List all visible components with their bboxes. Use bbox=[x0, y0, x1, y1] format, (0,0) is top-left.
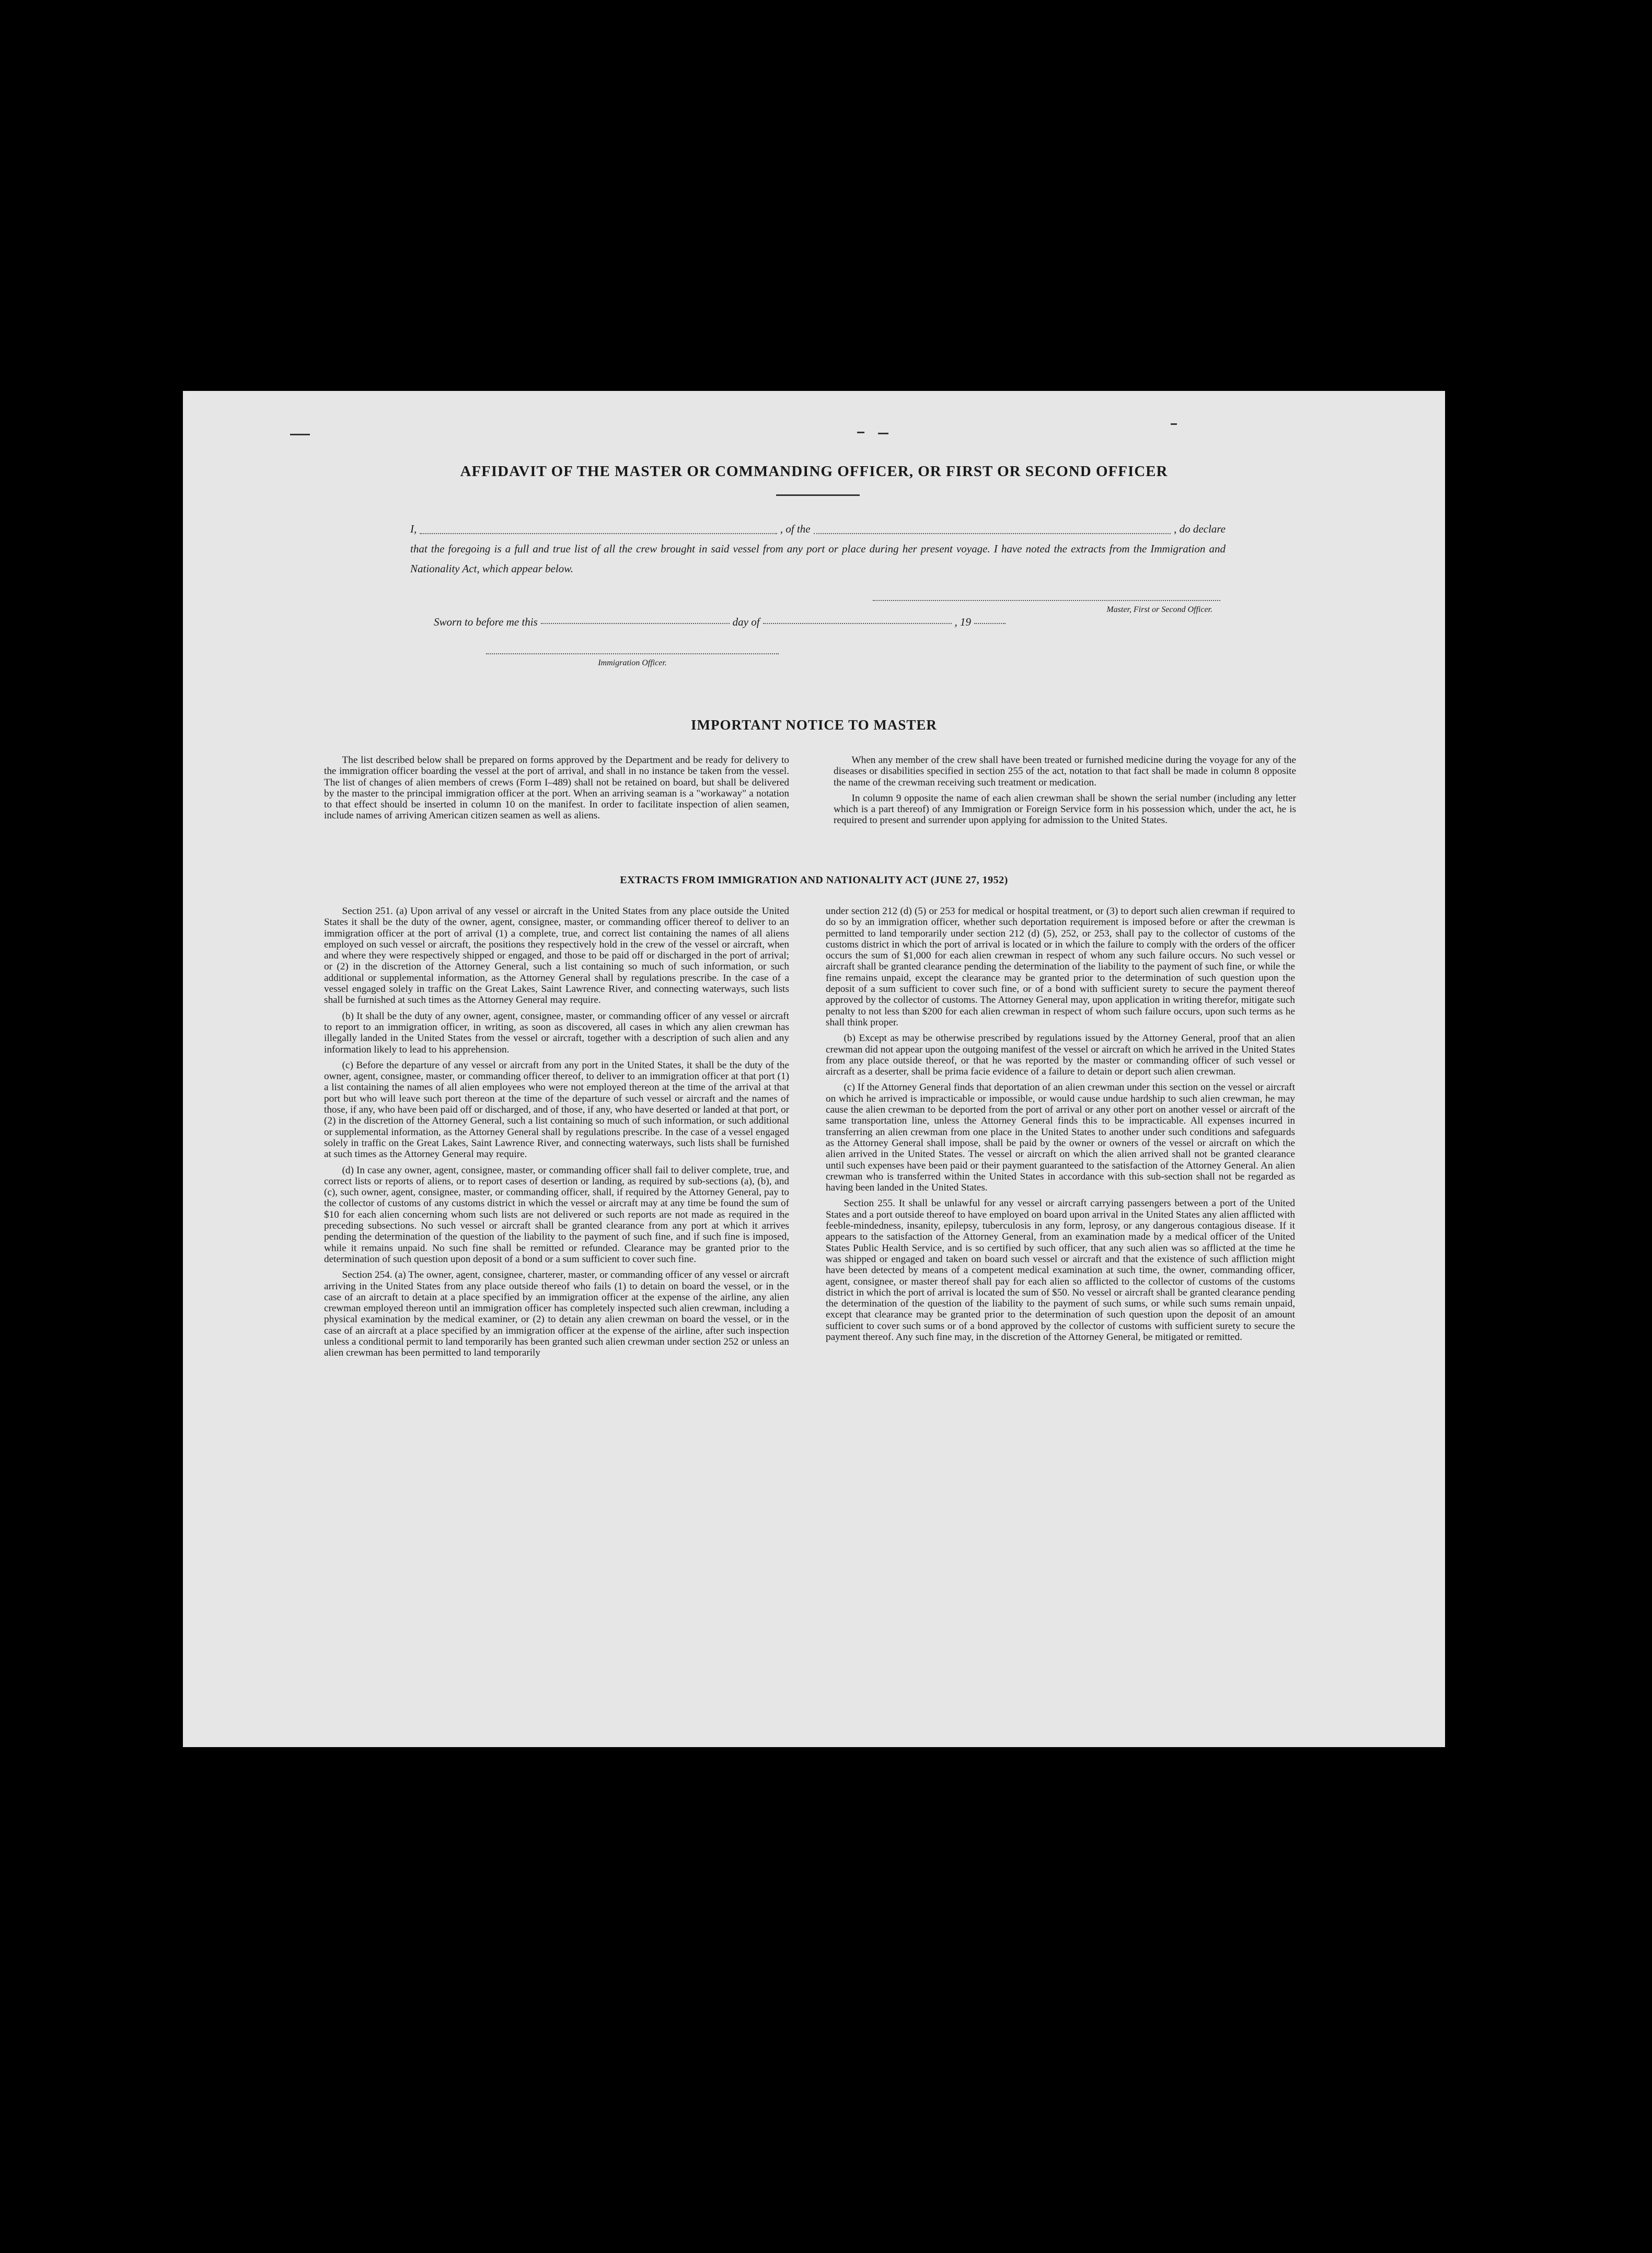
extracts-right-column bbox=[826, 906, 1295, 1347]
extract-paragraph: Section 255. It shall be unlawful for any vessel or aircraft carrying passengers between a port of the United States and a port outside thereof to have employed on board upon arrival in the United States any alien afflicted with feeble-mindedness, insanity, epilepsy, tuberculosis in any form, leprosy, or any dangerous contagious disease. If it appears to the satisfaction of the Attorney General, from an examination made by a medical officer of the United States Public Health Service, and is so certified by such officer, that any such alien was so afflicted at the time he was shipped or engaged and taken on board such vessel or aircraft and that the existence of such affliction might have been detected by means of a competent medical examination at such time, the owner, commanding officer, agent, consignee, or master thereof shall pay for each alien so afflicted to the collector of customs of the customs district in which the port of arrival is located the sum of $50. No vessel or aircraft shall be granted clearance pending the determination of the question of the liability to the payment of such sums, or while such sums remain unpaid, except that clearance may be granted prior to the determination of such question upon the deposit of an amount sufficient to cover such sums or of a bond approved by the collector of customs with sufficient surety to secure the payment thereof. Any such fine may, in the discretion of the Attorney General, be mitigated or remitted. bbox=[826, 1198, 1295, 1343]
master-signature-caption: Master, First or Second Officer. bbox=[1106, 605, 1212, 614]
notice-paragraph: In column 9 opposite the name of each alien crewman shall be shown the serial number (including any letter which is a part thereof) of any Immigration or Foreign Service form in his possession which, under the act, he is required to present and surrender upon applying for admission to the United States. bbox=[834, 792, 1296, 826]
sworn-day-blank[interactable] bbox=[541, 623, 730, 624]
sworn-year: , 19 bbox=[954, 616, 971, 628]
sworn-line bbox=[434, 616, 1009, 629]
affidavit-statement: that the foregoing is a full and true list of all the crew brought in said vessel from any port or place during her present voyage. I have noted the extracts from the Immigration and Nationality Act, which appear below. bbox=[410, 542, 1226, 575]
extract-paragraph: under section 212 (d) (5) or 253 for medical or hospital treatment, or (3) to deport such alien crewman if required to do so by an immigration officer, whether such deportation requirement is imposed before or after the crewman is permitted to land temporarily under section 212 (d) (5), 252, or 253, shall pay to the collector of customs of the customs district in which the port of arrival is located or in which the failure to comply with the orders of the officer occurs the sum of $1,000 for each alien crewman in respect of whom any such failure occurs. No such vessel or aircraft shall be granted clearance pending the determination of the liability to the payment of such fine, or while the fine remains unpaid, except the clearance may be granted prior to the determination of such question upon the deposit of a sum sufficient to cover such fine, or of a bond with sufficient surety to secure the payment thereof approved by the collector of customs. The Attorney General may, upon application in writing therefor, mitigate such penalty to not less than $200 for each alien crewman in respect of whom such failure occurs, upon such terms as he shall think proper. bbox=[826, 906, 1295, 1028]
notice-paragraph: When any member of the crew shall have been treated or furnished medicine during the voyage for any of the diseases or disabilities specified in section 255 of the act, notation to that fact shall be made in column 8 opposite the name of the crewman receiving such treatment or medication. bbox=[834, 755, 1296, 788]
scan-speck bbox=[1171, 423, 1177, 425]
punch-hole bbox=[1598, 1939, 1620, 1961]
immigration-officer-caption: Immigration Officer. bbox=[598, 658, 667, 667]
name-blank[interactable] bbox=[420, 533, 777, 534]
title-rule bbox=[776, 494, 860, 496]
affidavit-declaration bbox=[410, 519, 1226, 579]
affidavit-of-the: , of the bbox=[780, 523, 811, 535]
extracts-title: EXTRACTS FROM IMMIGRATION AND NATIONALITY ACT (JUNE 27, 1952) bbox=[620, 874, 1008, 886]
vessel-blank[interactable] bbox=[814, 533, 1171, 534]
immigration-officer-signature-line[interactable] bbox=[486, 653, 779, 654]
sworn-month-blank[interactable] bbox=[763, 623, 952, 624]
notice-right-column bbox=[834, 755, 1296, 831]
scan-speck bbox=[878, 433, 888, 434]
notice-title: IMPORTANT NOTICE TO MASTER bbox=[691, 717, 937, 733]
extract-paragraph: Section 251. (a) Upon arrival of any vessel or aircraft in the United States from any place outside the United States it shall be the duty of the owner, agent, consignee, master, or commanding officer thereof to deliver to an immigration officer at the port of arrival (1) a complete, true, and correct list containing the names of all aliens employed on such vessel or aircraft, the positions they respectively hold in the crew of the vessel or aircraft, when and where they were respectively shipped or engaged, and those to be paid off or discharged in the port of arrival; or (2) in the discretion of the Attorney General, such a list containing so much of such information, or such additional or supplemental information, as the Attorney General shall by regulations prescribe. In the case of a vessel engaged solely in traffic on the Great Lakes, Saint Lawrence River, and connecting waterways, such lists shall be furnished at such times as the Attorney General may require. bbox=[324, 906, 789, 1006]
affidavit-i: I, bbox=[410, 523, 417, 535]
extracts-left-column bbox=[324, 906, 789, 1364]
scan-speck bbox=[290, 434, 310, 435]
notice-paragraph: The list described below shall be prepared on forms approved by the Department and be ready for delivery to the immigration officer boarding the vessel at the port of arrival, and shall in no instance be taken from the vessel. The list of changes of alien members of crews (Form I–489) shall not be retained on board, but shall be delivered by the master to the principal immigration officer at the port. When an arriving seaman is a "workaway" a notation to that effect should be inserted in column 10 on the manifest. In order to facilitate inspection of alien seamen, include names of arriving American citizen seamen as well as aliens. bbox=[324, 755, 789, 822]
scan-speck bbox=[857, 432, 864, 433]
sworn-prefix: Sworn to before me this bbox=[434, 616, 538, 628]
extract-paragraph: (c) If the Attorney General finds that deportation of an alien crewman under this section on the vessel or aircraft on which he arrived is impracticable or impossible, or would cause undue hardship to such alien crewman, he may cause the alien crewman to be deported from the port of arrival or any other port on another vessel or aircraft of the same transportation line, unless the Attorney General finds this to be impracticable. All expenses incurred in transferring an alien crewman from one place in the United States to another under such conditions and safeguards as the Attorney General shall impose, shall be paid by the owner or owners of the vessel or aircraft on which the alien arrived in the United States. The vessel or aircraft on which the alien arrived shall not be granted clearance until such expenses have been paid or their payment guaranteed to the satisfaction of the Attorney General. An alien crewman who is transferred within the United States in accordance with this sub-section shall not be regarded as having been landed in the United States. bbox=[826, 1082, 1295, 1194]
master-signature-line[interactable] bbox=[873, 600, 1220, 601]
sworn-day-of: day of bbox=[732, 616, 760, 628]
extract-paragraph: (b) It shall be the duty of any owner, agent, consignee, master, or commanding officer of any vessel or aircraft to report to an immigration officer, in writing, as soon as discovered, all cases in which any alien crewman has illegally landed in the United States from the vessel or aircraft, together with a description of such alien and any information likely to lead to his apprehension. bbox=[324, 1010, 789, 1055]
notice-left-column bbox=[324, 755, 789, 826]
extract-paragraph: (c) Before the departure of any vessel or aircraft from any port in the United States, it shall be the duty of the owner, agent, consignee, master, or commanding officer thereof, to deliver to an immigration officer at that port (1) a list containing the names of all alien employees who were not employed thereon at the time of the arrival at that port but who will leave such port thereon at the time of the departure of such vessel or aircraft and the names of those, if any, who have been paid off or discharged, and of those, if any, who have deserted or landed at that port, or (2) in the discretion of the Attorney General, such a list containing so much of such information, or such additional or supplemental information, as the Attorney General shall by regulations prescribe. In the case of a vessel engaged solely in traffic on the Great Lakes, Saint Lawrence River, and connecting waterways, such lists shall be furnished at such times as the Attorney General may require. bbox=[324, 1059, 789, 1160]
extract-paragraph: (d) In case any owner, agent, consignee, master, or commanding officer shall fail to deliver complete, true, and correct lists or reports of aliens, or to report cases of desertion or landing, as required by sub-sections (a), (b), and (c), such owner, agent, consignee, master, or commanding officer, shall, if required by the Attorney General, pay to the collector of customs of any customs district in which the vessel or aircraft may at any time be found the sum of $10 for each alien concerning whom such lists are not delivered or such reports are not made as required in the preceding subsections. No such vessel or aircraft shall be granted clearance from any port at which it arrives pending the determination of the question of the liability to the payment of such fine, and if such fine is imposed, while it remains unpaid. No such fine shall be remitted or refunded. Clearance may be granted prior to the determination of such question upon deposit of a bond or a sum sufficient to cover such fine. bbox=[324, 1164, 789, 1265]
sworn-year-blank[interactable] bbox=[974, 623, 1006, 624]
document-page bbox=[183, 391, 1445, 1747]
extract-paragraph: (b) Except as may be otherwise prescribed by regulations issued by the Attorney General, proof that an alien crewman did not appear upon the outgoing manifest of the vessel or aircraft on which he arrived in the United States from any place outside thereof, or that he was reported by the master or commanding officer of such vessel or aircraft as a deserter, shall be prima facie evidence of a failure to detain or deport such alien crewman. bbox=[826, 1033, 1295, 1078]
affidavit-title: AFFIDAVIT OF THE MASTER OR COMMANDING OFFICER, OR FIRST OR SECOND OFFICER bbox=[460, 463, 1168, 480]
affidavit-do-declare: , do declare bbox=[1174, 523, 1226, 535]
extract-paragraph: Section 254. (a) The owner, agent, consignee, charterer, master, or commanding officer of any vessel or aircraft arriving in the United States from any place outside thereof who fails (1) to detain on board the vessel, or in the case of an aircraft to detain at a place specified by an immigration officer at the expense of the airline, any alien crewman employed thereon until an immigration officer has completely inspected such alien crewman, including a physical examination by the medical examiner, or (2) to detain any alien crewman on board the vessel, or in the case of an aircraft at a place specified by an immigration officer at the expense of the airline, after such inspection unless a conditional permit to land temporarily has been granted such alien crewman under section 252 or unless an alien crewman has been permitted to land temporarily bbox=[324, 1269, 789, 1359]
